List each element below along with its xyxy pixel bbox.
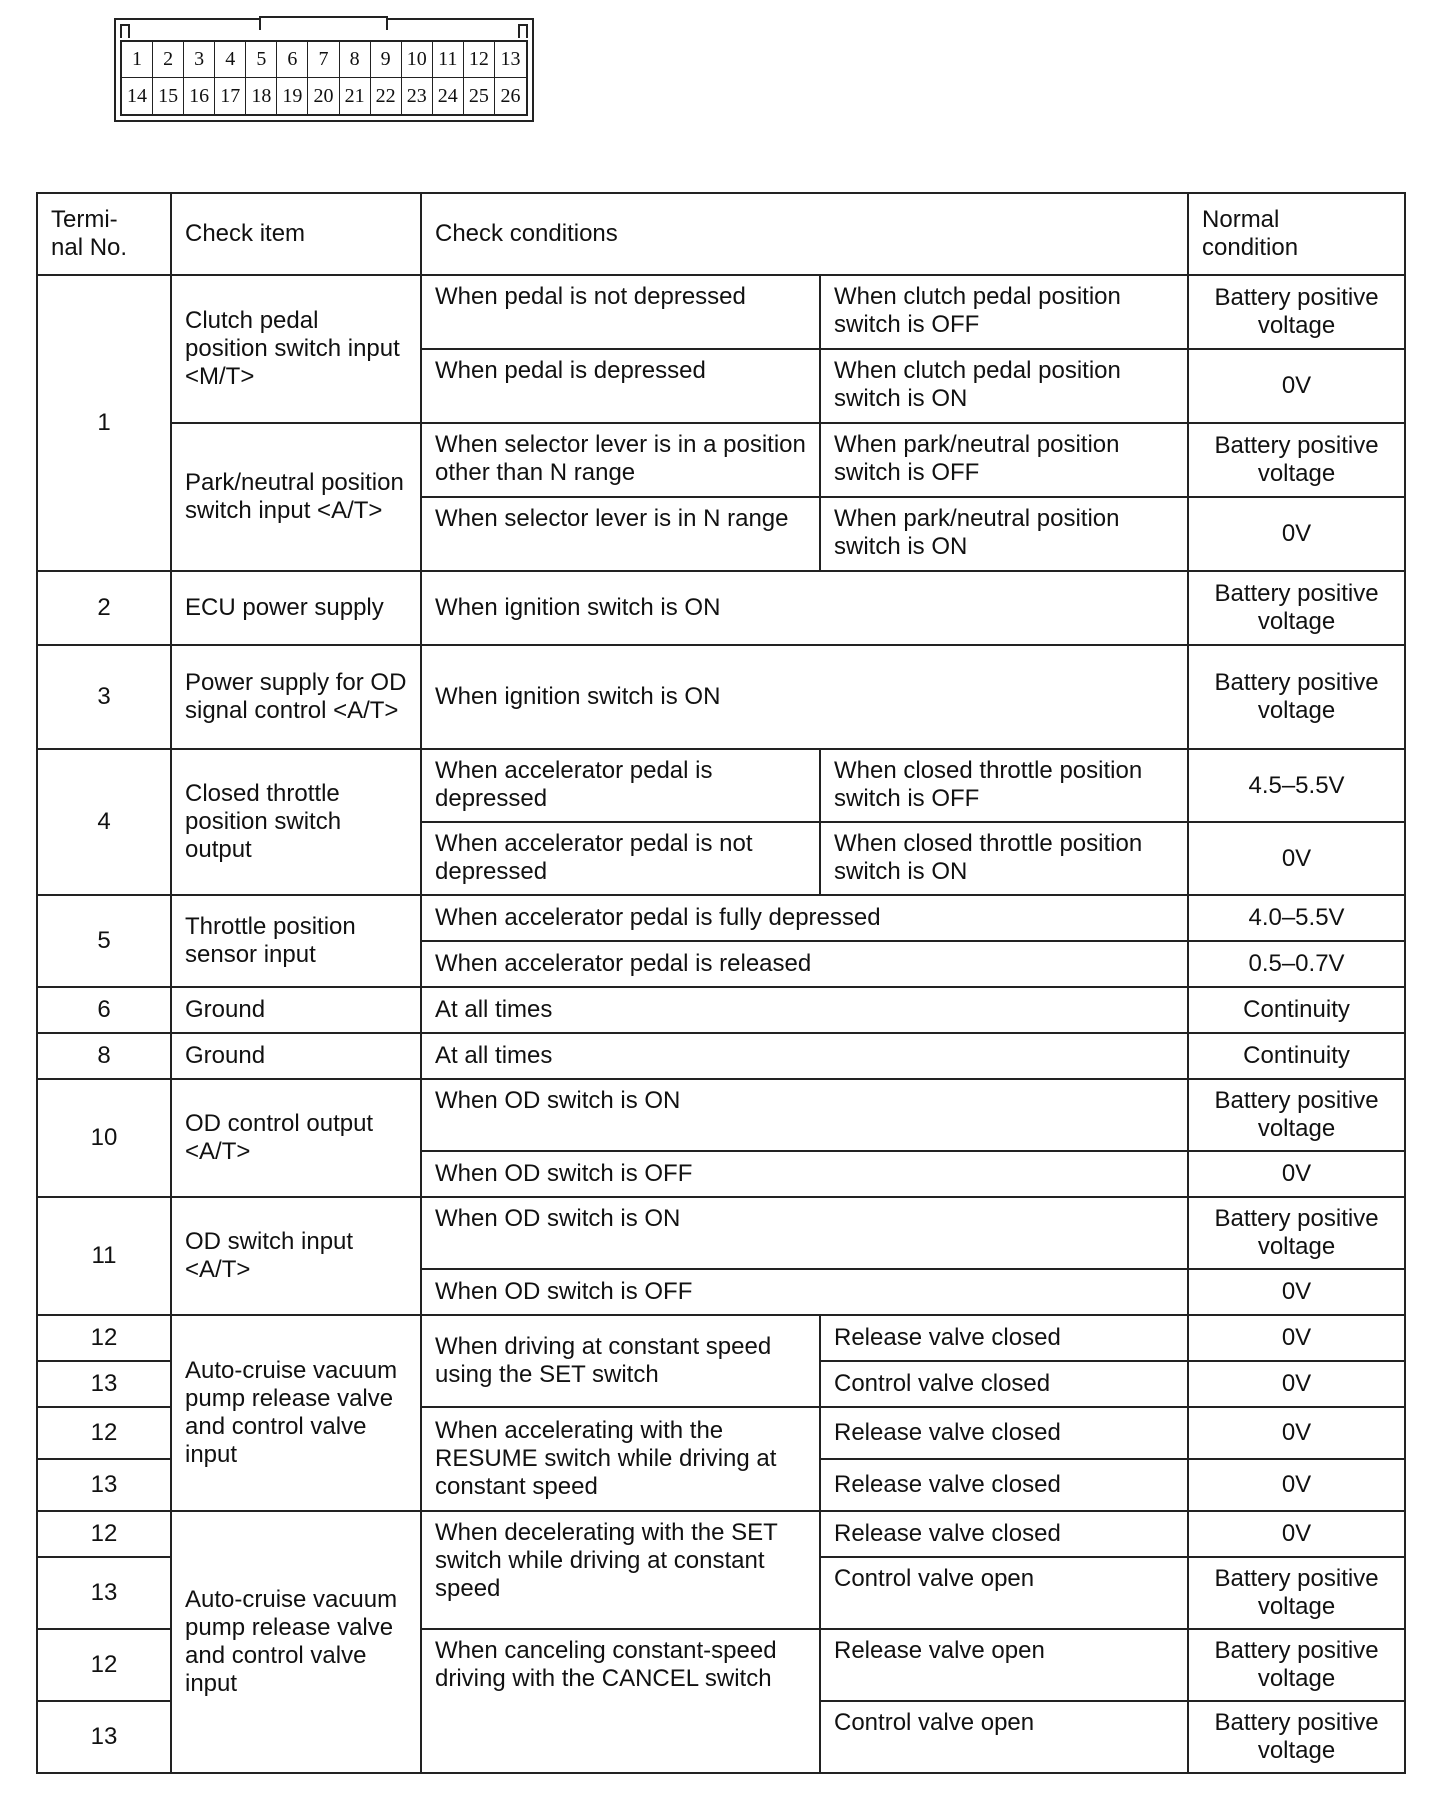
check-item: Clutch pedal position switch input <M/T> bbox=[171, 275, 421, 423]
terminal-no: 12 bbox=[37, 1315, 171, 1361]
check-condition-detail: Release valve closed bbox=[820, 1459, 1188, 1511]
check-condition: When accelerator pedal is depressed bbox=[421, 749, 820, 822]
connector-pin: 4 bbox=[215, 42, 246, 78]
table-row bbox=[37, 423, 1405, 497]
normal-condition: Battery positive voltage bbox=[1188, 275, 1405, 349]
connector-pin: 23 bbox=[402, 78, 433, 114]
check-item: Ground bbox=[171, 987, 421, 1033]
normal-condition: Battery positive voltage bbox=[1188, 1197, 1405, 1269]
terminal-no: 8 bbox=[37, 1033, 171, 1079]
table-row bbox=[37, 1511, 1405, 1557]
terminal-no: 12 bbox=[37, 1629, 171, 1701]
check-condition: When decelerating with the SET switch while driving at constant speed bbox=[421, 1511, 820, 1629]
check-item: Throttle position sensor input bbox=[171, 895, 421, 987]
connector-pin: 25 bbox=[464, 78, 495, 114]
check-condition-detail: When clutch pedal position switch is ON bbox=[820, 349, 1188, 423]
connector-pin: 10 bbox=[402, 42, 433, 78]
normal-condition: 0V bbox=[1188, 1407, 1405, 1459]
normal-condition: 4.0–5.5V bbox=[1188, 895, 1405, 941]
check-item: OD switch input <A/T> bbox=[171, 1197, 421, 1315]
connector-ear-left bbox=[120, 24, 130, 38]
check-condition: At all times bbox=[421, 987, 1188, 1033]
header-check-item: Check item bbox=[171, 193, 421, 275]
terminal-no: 12 bbox=[37, 1407, 171, 1459]
normal-condition: Battery positive voltage bbox=[1188, 1701, 1405, 1773]
table-header-row bbox=[37, 193, 1405, 275]
normal-condition: 0V bbox=[1188, 822, 1405, 895]
check-condition: When accelerator pedal is fully depressed bbox=[421, 895, 1188, 941]
table-row bbox=[37, 1033, 1405, 1079]
normal-condition: Battery positive voltage bbox=[1188, 1557, 1405, 1629]
terminal-no: 12 bbox=[37, 1511, 171, 1557]
normal-condition: 0V bbox=[1188, 1511, 1405, 1557]
normal-condition: 0V bbox=[1188, 1361, 1405, 1407]
check-condition: When OD switch is OFF bbox=[421, 1151, 1188, 1197]
connector-pin: 14 bbox=[122, 78, 153, 114]
normal-condition: Battery positive voltage bbox=[1188, 1079, 1405, 1151]
terminal-no: 13 bbox=[37, 1361, 171, 1407]
terminal-no: 2 bbox=[37, 571, 171, 645]
check-condition: When ignition switch is ON bbox=[421, 571, 1188, 645]
check-condition: When accelerator pedal is not depressed bbox=[421, 822, 820, 895]
normal-condition: 0V bbox=[1188, 1269, 1405, 1315]
connector-pin-grid bbox=[120, 40, 528, 116]
table-row bbox=[37, 1079, 1405, 1151]
connector-diagram bbox=[114, 18, 534, 122]
connector-pin: 12 bbox=[464, 42, 495, 78]
connector-pin: 18 bbox=[246, 78, 277, 114]
check-item: ECU power supply bbox=[171, 571, 421, 645]
connector-pin: 26 bbox=[500, 84, 521, 107]
check-item: Ground bbox=[171, 1033, 421, 1079]
connector-pin: 17 bbox=[215, 78, 246, 114]
header-normal-condition: Normal condition bbox=[1188, 193, 1405, 275]
check-condition-detail: Release valve open bbox=[820, 1629, 1188, 1701]
terminal-no: 6 bbox=[37, 987, 171, 1033]
check-condition-detail: When clutch pedal position switch is OFF bbox=[820, 275, 1188, 349]
check-condition: When pedal is not depressed bbox=[421, 275, 820, 349]
connector-pin: 5 bbox=[246, 42, 277, 78]
check-item: Closed throttle position switch output bbox=[171, 749, 421, 895]
check-condition: When selector lever is in a position other than N range bbox=[421, 423, 820, 497]
check-condition-detail: Release valve closed bbox=[820, 1511, 1188, 1557]
table-row bbox=[37, 1197, 1405, 1269]
connector-pin: 6 bbox=[277, 42, 308, 78]
check-condition: When OD switch is ON bbox=[421, 1079, 1188, 1151]
check-item: OD control output <A/T> bbox=[171, 1079, 421, 1197]
normal-condition: Battery positive voltage bbox=[1188, 645, 1405, 749]
connector-pin: 15 bbox=[153, 78, 184, 114]
connector-pin: 7 bbox=[308, 42, 339, 78]
connector-ear-right bbox=[518, 24, 528, 38]
terminal-no: 13 bbox=[37, 1701, 171, 1773]
connector-pin: 9 bbox=[371, 42, 402, 78]
check-item: Park/neutral position switch input <A/T> bbox=[171, 423, 421, 571]
normal-condition: Battery positive voltage bbox=[1188, 1629, 1405, 1701]
check-condition-detail: Control valve open bbox=[820, 1701, 1188, 1773]
check-condition: When driving at constant speed using the SET switch bbox=[421, 1315, 820, 1407]
table-row bbox=[37, 275, 1405, 349]
table-row bbox=[37, 645, 1405, 749]
normal-condition: 0V bbox=[1188, 1315, 1405, 1361]
table-row bbox=[37, 571, 1405, 645]
connector-latch bbox=[259, 16, 388, 30]
check-condition-detail: Release valve closed bbox=[820, 1407, 1188, 1459]
connector-pin: 19 bbox=[277, 78, 308, 114]
check-condition: When canceling constant-speed driving with the CANCEL switch bbox=[421, 1629, 820, 1773]
connector-pin: 3 bbox=[184, 42, 215, 78]
check-condition: When accelerator pedal is released bbox=[421, 941, 1188, 987]
check-condition: When pedal is depressed bbox=[421, 349, 820, 423]
normal-condition: Battery positive voltage bbox=[1188, 423, 1405, 497]
header-terminal-no: Termi- nal No. bbox=[37, 193, 171, 275]
check-condition-detail: When park/neutral position switch is ON bbox=[820, 497, 1188, 571]
check-condition-detail: Control valve open bbox=[820, 1557, 1188, 1629]
check-condition-detail: Release valve closed bbox=[820, 1315, 1188, 1361]
check-condition-detail: When closed throttle position switch is ON bbox=[820, 822, 1188, 895]
normal-condition: 4.5–5.5V bbox=[1188, 749, 1405, 822]
connector-pin: 21 bbox=[340, 78, 371, 114]
check-condition: When accelerating with the RESUME switch while driving at constant speed bbox=[421, 1407, 820, 1511]
connector-pin: 1 bbox=[122, 42, 153, 78]
check-item: Power supply for OD signal control <A/T> bbox=[171, 645, 421, 749]
terminal-no: 4 bbox=[37, 749, 171, 895]
check-item: Auto-cruise vacuum pump release valve and control valve input bbox=[171, 1511, 421, 1773]
terminal-no: 11 bbox=[37, 1197, 171, 1315]
table-row bbox=[37, 1315, 1405, 1361]
connector-pin: 24 bbox=[433, 78, 464, 114]
table-row bbox=[37, 895, 1405, 941]
normal-condition: Continuity bbox=[1188, 1033, 1405, 1079]
normal-condition: 0V bbox=[1188, 497, 1405, 571]
check-condition-detail: Control valve closed bbox=[820, 1361, 1188, 1407]
terminal-no: 13 bbox=[37, 1459, 171, 1511]
normal-condition: 0V bbox=[1188, 349, 1405, 423]
normal-condition: 0V bbox=[1188, 1151, 1405, 1197]
check-condition-detail: When park/neutral position switch is OFF bbox=[820, 423, 1188, 497]
check-condition: When OD switch is ON bbox=[421, 1197, 1188, 1269]
connector-pin: 13 bbox=[495, 42, 526, 78]
connector-pin: 20 bbox=[308, 78, 339, 114]
terminal-no: 3 bbox=[37, 645, 171, 749]
terminal-no: 5 bbox=[37, 895, 171, 987]
table-row bbox=[37, 749, 1405, 822]
connector-pin: 22 bbox=[371, 78, 402, 114]
normal-condition: 0.5–0.7V bbox=[1188, 941, 1405, 987]
connector-pin: 8 bbox=[340, 42, 371, 78]
normal-condition: 0V bbox=[1188, 1459, 1405, 1511]
terminal-no: 13 bbox=[37, 1557, 171, 1629]
connector-pin: 11 bbox=[433, 42, 464, 78]
check-condition: When OD switch is OFF bbox=[421, 1269, 1188, 1315]
check-condition: When selector lever is in N range bbox=[421, 497, 820, 571]
header-check-conditions: Check conditions bbox=[421, 193, 1188, 275]
connector-pin: 16 bbox=[184, 78, 215, 114]
normal-condition: Battery positive voltage bbox=[1188, 571, 1405, 645]
normal-condition: Continuity bbox=[1188, 987, 1405, 1033]
check-condition: At all times bbox=[421, 1033, 1188, 1079]
check-condition: When ignition switch is ON bbox=[421, 645, 1188, 749]
terminal-check-table bbox=[36, 192, 1406, 1774]
table-row bbox=[37, 987, 1405, 1033]
terminal-no: 10 bbox=[37, 1079, 171, 1197]
check-item: Auto-cruise vacuum pump release valve and control valve input bbox=[171, 1315, 421, 1511]
connector-pin: 2 bbox=[153, 42, 184, 78]
terminal-no: 1 bbox=[37, 275, 171, 571]
check-condition-detail: When closed throttle position switch is OFF bbox=[820, 749, 1188, 822]
